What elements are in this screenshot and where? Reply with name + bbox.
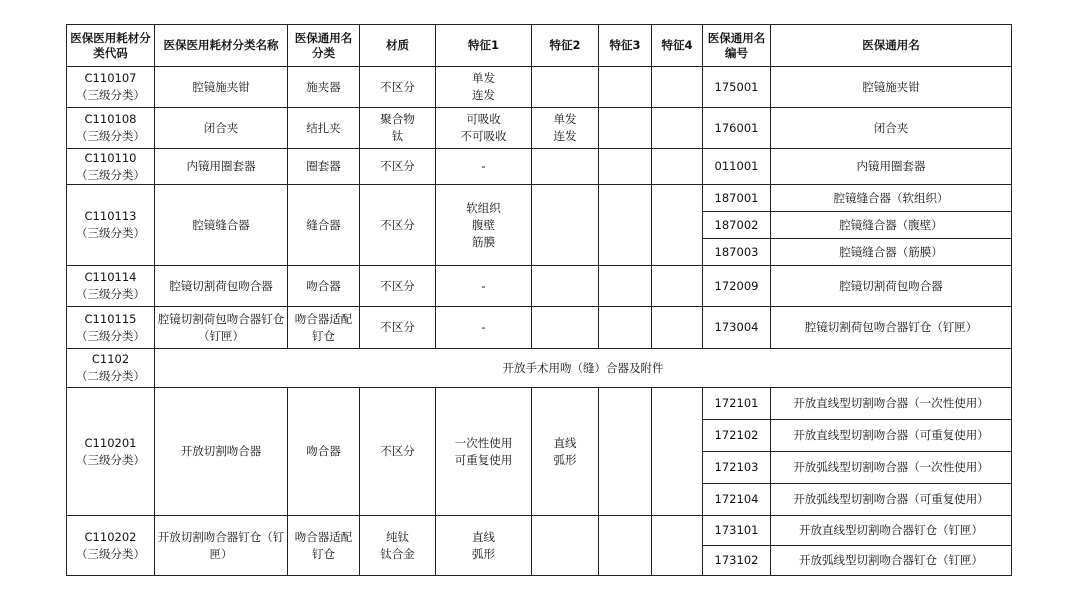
code-cell-line: （三级分类） [76,226,145,240]
generic-no-cell-line: 187001 [714,190,759,205]
feature2-cell [532,516,599,576]
class-name-cell-line: 腔镜施夹钳 [192,79,250,94]
feature1-cell-line: 软组织 [466,200,501,215]
header-feature2: 特征2 [532,25,599,67]
generic-name-cell [771,67,1012,108]
generic-no-cell-line: 173102 [714,553,759,567]
feature3-cell [599,307,652,349]
section-code [67,349,155,388]
section-title-line: 开放手术用吻（缝）合器及附件 [502,360,664,375]
material-cell [360,185,436,266]
class-name-cell [155,388,288,516]
generic-name-cell-line: 开放直线型切割吻合器（可重复使用） [793,428,989,442]
generic-no-cell [703,212,771,239]
generic-name-cell [771,239,1012,266]
feature4-cell [652,266,703,307]
feature1-cell-line: 筋膜 [472,234,495,249]
generic-class-cell [288,388,360,516]
generic-class-cell-line: 吻合器适配钉仓 [294,311,353,343]
class-name-cell [155,266,288,307]
material-cell [360,149,436,185]
feature1-cell [436,149,532,185]
feature3-cell [599,149,652,185]
material-cell-line: 不区分 [380,217,415,232]
feature1-cell [436,108,532,149]
code-cell [67,67,155,108]
generic-name-cell-line: 腔镜切割荷包吻合器 [839,278,943,293]
generic-no-cell-line: 172009 [714,278,759,293]
class-name-cell-line: 腔镜切割荷包吻合器 [169,278,273,293]
generic-no-cell-line: 011001 [714,159,759,173]
generic-name-cell [771,307,1012,349]
feature1-cell [436,388,532,516]
classification-table [66,24,1012,576]
generic-name-cell-line: 腔镜切割荷包吻合器钉仓（钉匣） [804,320,978,334]
feature3-cell [599,185,652,266]
generic-no-cell-line: 176001 [714,120,759,135]
generic-no-cell [703,516,771,546]
code-cell-line: C110114 [84,270,137,284]
code-cell-line: （三级分类） [76,167,145,182]
table-row [67,388,1012,420]
generic-name-cell [771,420,1012,452]
material-cell-line: 钛 [391,129,404,143]
feature2-cell [532,266,599,307]
feature3-cell [599,388,652,516]
class-name-cell [155,516,288,576]
generic-name-cell [771,149,1012,185]
table-row [67,108,1012,149]
material-cell-line: 纯钛 [386,529,409,544]
header-material: 材质 [360,25,436,67]
feature2-cell-line: 单发 [553,112,577,126]
generic-no-cell [703,67,771,108]
class-name-cell [155,108,288,149]
feature1-cell [436,185,532,266]
generic-name-cell [771,185,1012,212]
header-feature3: 特征3 [599,25,652,67]
feature1-cell-line: - [481,278,486,293]
feature2-cell [532,149,599,185]
feature1-cell-line: 单发 [472,71,495,85]
generic-name-cell-line: 开放直线型切割吻合器钉仓（钉匣） [799,523,983,537]
material-cell-line: 聚合物 [380,112,415,126]
class-name-cell-line: 内镜用圈套器 [186,159,256,173]
generic-name-cell-line: 腔镜缝合器（筋膜） [839,244,943,259]
material-cell-line: 不区分 [380,278,415,293]
feature1-cell-line: 直线 [472,529,495,544]
code-cell [67,266,155,307]
feature4-cell [652,307,703,349]
code-cell-line: （三级分类） [76,328,145,343]
class-name-cell-line: 开放切割吻合器 [180,444,262,458]
material-cell [360,266,436,307]
class-name-cell [155,185,288,266]
material-cell-line: 不区分 [380,79,415,94]
feature3-cell [599,516,652,576]
code-cell-line: C110202 [84,529,137,544]
material-cell [360,388,436,516]
generic-class-cell-line: 吻合器 [306,278,341,293]
generic-no-cell [703,266,771,307]
feature1-cell-line: 连发 [472,88,495,102]
header-feature1: 特征1 [436,25,532,67]
code-cell-line: （三级分类） [76,287,145,301]
feature1-cell-line: 腹壁 [472,217,495,232]
header-row [67,25,1012,67]
header-feature4: 特征4 [652,25,703,67]
generic-no-cell [703,108,771,149]
generic-class-cell-line: 缝合器 [306,217,341,232]
generic-no-cell-line: 173004 [714,320,759,334]
table-row [67,266,1012,307]
generic-name-cell [771,388,1012,420]
table-body [67,67,1012,576]
generic-class-cell-line: 吻合器适配钉仓 [294,529,353,561]
feature2-cell-line: 直线 [553,435,577,450]
feature1-cell [436,266,532,307]
generic-no-cell-line: 172102 [714,428,759,442]
code-cell-line: C110110 [84,150,137,165]
code-cell-line: C110108 [84,112,137,126]
class-name-cell-line: 开放切割吻合器钉仓（钉匣） [157,529,285,561]
header-generic-no: 医保通用名编号 [703,25,771,67]
material-cell-line: 钛合金 [380,546,415,561]
code-cell [67,149,155,185]
generic-name-cell-line: 内镜用圈套器 [856,159,926,173]
generic-class-cell [288,185,360,266]
generic-no-cell-line: 172104 [714,492,759,506]
code-cell-line: C110113 [84,209,137,223]
generic-no-cell-line: 173101 [714,523,759,537]
feature2-cell [532,108,599,149]
feature2-cell-line: 连发 [553,129,577,143]
code-cell-line: （三级分类） [76,129,145,143]
feature3-cell [599,266,652,307]
material-cell-line: 不区分 [380,320,415,334]
generic-name-cell-line: 腔镜缝合器（腹壁） [839,217,943,232]
generic-name-cell [771,546,1012,576]
section-title [155,349,1012,388]
generic-name-cell [771,516,1012,546]
table-row [67,307,1012,349]
generic-no-cell-line: 187003 [714,244,759,259]
generic-no-cell-line: 172103 [714,460,759,474]
feature4-cell [652,149,703,185]
class-name-cell [155,307,288,349]
header-generic-name: 医保通用名 [771,25,1012,67]
header-generic-class: 医保通用名分类 [288,25,360,67]
feature1-cell-line: 可吸收 [466,112,501,126]
code-cell [67,185,155,266]
table-row [67,149,1012,185]
feature4-cell [652,67,703,108]
code-cell [67,388,155,516]
feature1-cell-line: 可重复使用 [454,452,513,467]
feature3-cell [599,67,652,108]
generic-no-cell-line: 187002 [714,217,759,232]
section-code-line: （二级分类） [76,369,145,383]
feature2-cell [532,185,599,266]
feature4-cell [652,108,703,149]
class-name-cell-line: 腔镜切割荷包吻合器钉仓（钉匣） [157,311,285,343]
generic-class-cell [288,149,360,185]
generic-class-cell [288,108,360,149]
feature2-cell [532,67,599,108]
section-code-line: C1102 [91,352,130,366]
feature2-cell-line: 弧形 [553,452,577,467]
generic-name-cell-line: 开放弧线型切割吻合器（可重复使用） [793,492,989,506]
generic-name-cell-line: 开放直线型切割吻合器（一次性使用） [793,396,989,410]
header-class-name: 医保医用耗材分类名称 [155,25,288,67]
class-name-cell [155,67,288,108]
code-cell-line: C110201 [84,435,137,450]
generic-class-cell [288,67,360,108]
generic-no-cell [703,388,771,420]
header-code: 医保医用耗材分类代码 [67,25,155,67]
code-cell-line: （三级分类） [76,88,145,102]
class-name-cell [155,149,288,185]
feature1-cell [436,67,532,108]
material-cell-line: 不区分 [380,444,415,458]
generic-no-cell-line: 175001 [714,79,759,94]
generic-name-cell [771,108,1012,149]
feature4-cell [652,388,703,516]
table-row [67,67,1012,108]
code-cell [67,307,155,349]
generic-no-cell [703,185,771,212]
feature2-cell [532,307,599,349]
generic-no-cell [703,484,771,516]
generic-class-cell-line: 结扎夹 [306,120,341,135]
generic-name-cell [771,212,1012,239]
material-cell [360,307,436,349]
material-cell [360,67,436,108]
material-cell-line: 不区分 [380,159,415,173]
class-name-cell-line: 腔镜缝合器 [192,217,250,232]
table-row [67,185,1012,212]
generic-name-cell [771,484,1012,516]
material-cell [360,108,436,149]
table-row [67,516,1012,546]
feature1-cell-line: 一次性使用 [454,435,513,450]
feature1-cell-line: 不可吸收 [460,129,507,143]
generic-no-cell [703,452,771,484]
feature3-cell [599,108,652,149]
generic-no-cell-line: 172101 [714,396,759,410]
generic-no-cell [703,149,771,185]
generic-no-cell [703,307,771,349]
generic-class-cell-line: 施夹器 [306,79,341,94]
generic-class-cell [288,307,360,349]
feature4-cell [652,516,703,576]
generic-class-cell [288,266,360,307]
feature1-cell-line: 弧形 [472,546,495,561]
generic-class-cell-line: 圈套器 [306,159,341,173]
generic-class-cell [288,516,360,576]
generic-name-cell-line: 腔镜施夹钳 [862,79,920,94]
feature1-cell [436,307,532,349]
feature1-cell-line: - [481,320,486,334]
generic-name-cell-line: 开放弧线型切割吻合器（一次性使用） [793,460,989,474]
code-cell-line: C110107 [84,71,137,85]
code-cell [67,516,155,576]
generic-name-cell-line: 闭合夹 [873,120,909,135]
generic-name-cell-line: 腔镜缝合器（软组织） [833,190,949,205]
generic-no-cell [703,420,771,452]
section-row [67,349,1012,388]
code-cell-line: （三级分类） [76,546,145,561]
generic-name-cell [771,452,1012,484]
code-cell-line: C110115 [84,311,137,326]
feature1-cell [436,516,532,576]
feature4-cell [652,185,703,266]
generic-name-cell [771,266,1012,307]
generic-no-cell [703,239,771,266]
feature2-cell [532,388,599,516]
generic-no-cell [703,546,771,576]
feature1-cell-line: - [481,159,486,173]
code-cell-line: （三级分类） [76,452,145,467]
material-cell [360,516,436,576]
class-name-cell-line: 闭合夹 [203,120,239,135]
generic-name-cell-line: 开放弧线型切割吻合器钉仓（钉匣） [799,553,983,567]
generic-class-cell-line: 吻合器 [306,444,341,458]
code-cell [67,108,155,149]
